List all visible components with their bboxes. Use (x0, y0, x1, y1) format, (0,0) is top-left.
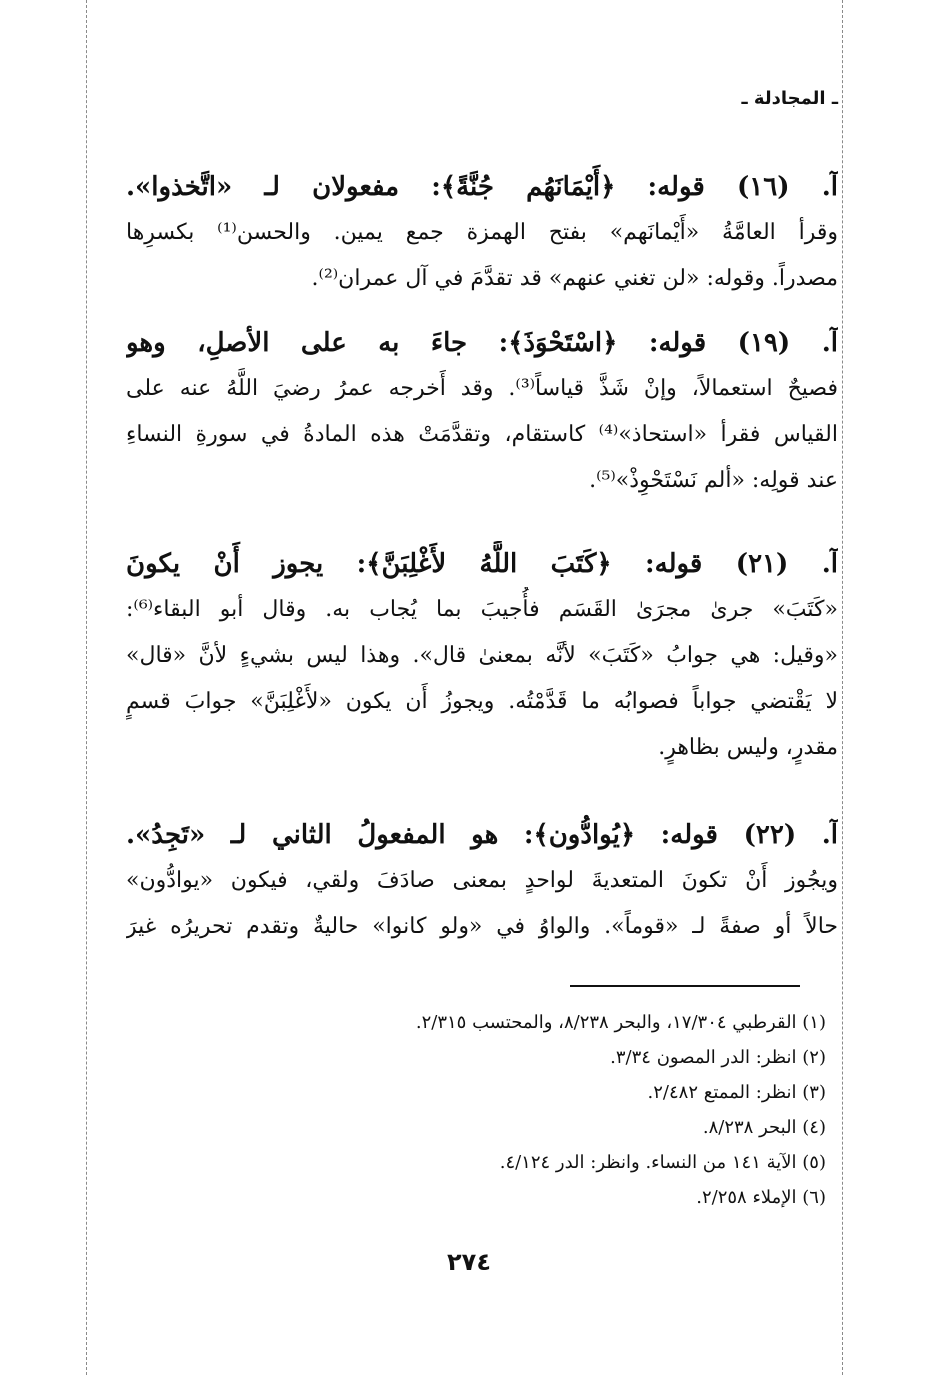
paragraph-22 (126, 812, 838, 950)
footnote-5: (٥) الآية ١٤١ من النساء. وانظر: الدر ٤/١٢٤. (499, 1152, 826, 1173)
text-line: آ. (٢١) قوله: ﴿كَتَبَ اللَّهُ لأَغْلِبَنَّ﴾: يجوز أَنْ يكونَ (126, 549, 838, 579)
text-line: آ. (١٦) قوله: ﴿أَيْمَانَهُم جُنَّةً﴾: مفعولان لـ «اتَّخذوا». (126, 172, 838, 202)
left-margin-line (86, 0, 87, 1375)
text-line: عند قولِه: «ألم نَسْتَحْوِذْ»⁽⁵⁾. (589, 468, 838, 493)
footnote-2: (٢) انظر: الدر المصون ٣/٣٤. (610, 1047, 826, 1068)
text-line: فصيحٌ استعمالاً، وإنْ شَذَّ قياساً⁽³⁾. وقد أَخرجه عمرُ رضيَ اللَّهُ عنه على (126, 376, 838, 401)
page-number: ٢٧٤ (447, 1248, 491, 1276)
footnotes (126, 1005, 826, 1215)
text-line: مقدرٍ، وليس بظاهرٍ. (658, 735, 838, 760)
footnote-1: (١) القرطبي ١٧/٣٠٤، والبحر ٨/٢٣٨، والمحتسب ٢/٣١٥. (415, 1012, 826, 1033)
text-line: القياس فقرأ «استحاذ»⁽⁴⁾ كاستقام، وتقدَّمَتْ هذه المادةُ في سورةِ النساءِ (126, 422, 838, 447)
paragraph-21 (126, 541, 838, 771)
footnote-3: (٣) انظر: الممتع ٢/٤٨٢. (647, 1082, 826, 1103)
text-line: وقرأ العامَّةُ «أَيْمانَهم» بفتح الهمزة جمع يمين. والحسن⁽¹⁾ بكسرِها (126, 220, 838, 245)
text-line: ويجُوز أَنْ تكونَ المتعديةَ لواحدٍ بمعنى صادَفَ ولقي، فيكون «يوادُّون» (126, 868, 838, 893)
text-line: آ. (١٩) قوله: ﴿اسْتَحْوَذَ﴾: جاءَ به على الأصلِ، وهو (126, 328, 838, 358)
right-margin-line (842, 0, 843, 1375)
text-line: آ. (٢٢) قوله: ﴿يُوادُّون﴾: هو المفعولُ الثاني لـ «تَجِدُ». (126, 820, 838, 850)
footnote-separator (570, 985, 800, 987)
running-header: ـ المجادلة ـ (741, 88, 838, 109)
text-line: «وقيل: هي جوابُ «كَتَبَ» لأنَّه بمعنىٰ قال». وهذا ليس بشيءٍ لأنَّ «قال» (126, 643, 838, 668)
text-line: لا يَقْتضي جواباً فصوابُه ما قَدَّمْتُه. ويجوزُ أَن يكون «لأَغْلِبَنَّ» جوابَ قسمٍ (126, 689, 838, 714)
footnote-6: (٦) الإملاء ٢/٢٥٨. (696, 1187, 826, 1208)
text-line: «كَتَبَ» جرىٰ مجرَىٰ القَسَم فأُجيبَ بما يُجاب به. وقال أبو البقاء⁽⁶⁾: (126, 597, 838, 622)
paragraph-19 (126, 320, 838, 504)
footnote-4: (٤) البحر ٨/٢٣٨. (702, 1117, 826, 1138)
text-line: حالاً أو صفةً لـ «قوماً». والواوُ في «ولو كانوا» حاليةٌ وتقدم تحريرُه غيرَ (126, 914, 838, 939)
text-line: مصدراً. وقوله: «لن تغني عنهم» قد تقدَّمَ في آل عمران⁽²⁾. (311, 266, 838, 291)
paragraph-16 (126, 164, 838, 302)
